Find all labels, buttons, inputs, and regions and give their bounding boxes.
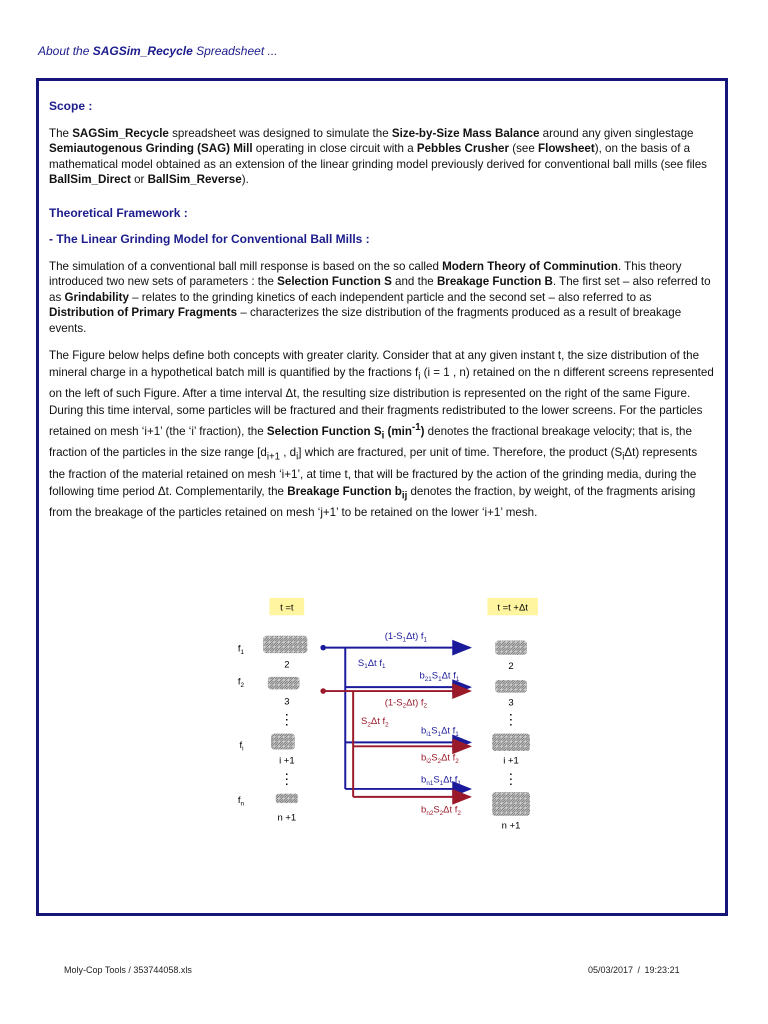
scope-heading: Scope :: [49, 99, 93, 113]
dots-right-1: ⋮: [503, 712, 519, 729]
label-b21: $b_{21}S_1\Delta t$ $f_1$: [419, 670, 460, 683]
fraction-label-n: $f_n$: [237, 795, 245, 808]
dots-left-1: ⋮: [279, 712, 294, 729]
mesh-right-n: n +1: [501, 820, 521, 832]
mesh-right-2: 3: [508, 697, 514, 709]
mesh-right-i: i +1: [503, 755, 519, 767]
rock-right-i: [492, 734, 530, 751]
footer-filename: Moly-Cop Tools / 353744058.xls: [64, 965, 192, 975]
rock-right-n: [492, 792, 530, 816]
page-title: About the SAGSim_Recycle Spreadsheet ...: [38, 44, 278, 58]
dots-left-2: ⋮: [279, 771, 294, 788]
comminution-paragraph: The simulation of a conventional ball mill response is based on the so called Modern Theory of Comminution. This theory introduced two new sets of parameters : the Selection Function S and the Breakage Function B. The first set – also referred to as Grindability – relates to the grinding kinetics of each independent particle and the second set – also referred to as Distribution of Primary Fragments – characterizes the size distribution of the fragments produced as a result of breakage events.: [49, 259, 711, 335]
mesh-left-1: 2: [284, 659, 290, 671]
document-body: [49, 99, 714, 532]
rock-left-2: [268, 677, 300, 690]
label-f1-unbroken: $(1-S_1\Delta t)$ $f_1$: [384, 630, 428, 644]
label-bn2: $b_{n2}S_2\Delta t$ $f_2$: [421, 804, 461, 817]
rock-left-i: [271, 734, 295, 750]
dots-right-2: ⋮: [503, 771, 519, 788]
label-bn1: $b_{n1}S_1\Delta t$ $f_1$: [421, 774, 461, 787]
mesh-right-1: 2: [508, 660, 514, 672]
rock-left-n: [276, 794, 298, 803]
label-s1-broken: $S_1\Delta t$ $f_1$: [357, 657, 386, 671]
fraction-label-i: $f_i$: [239, 739, 244, 753]
scope-paragraph: The SAGSim_Recycle spreadsheet was designed to simulate the Size-by-Size Mass Balance around any given singlestage Semiautogenous Grinding (SAG) Mill operating in close circuit with a Pebbles Crusher (see Flowsheet), on the basis of a mathematical model obtained as an extension of the linear grinding model previously derived for conventional ball mills (see files BallSim_Direct or BallSim_Reverse).: [49, 126, 707, 186]
label-bi2: $b_{i2}S_2\Delta t$ $f_2$: [421, 752, 459, 765]
fraction-label-2: $f_2$: [237, 676, 245, 690]
rock-right-1: [495, 641, 527, 655]
time-start-label: t =t: [280, 602, 294, 614]
rock-left-1: [263, 636, 307, 653]
label-bi1: $b_{i1}S_1\Delta t$ $f_1$: [421, 725, 459, 739]
mesh-left-n: n +1: [277, 812, 297, 824]
framework-heading: Theoretical Framework :: [49, 205, 188, 220]
mesh-left-i: i +1: [279, 755, 295, 767]
footer-timestamp: 05/03/2017 / 19:23:21: [588, 965, 680, 975]
rock-right-2: [495, 680, 527, 693]
linear-model-heading: - The Linear Grinding Model for Conventional Ball Mills :: [49, 232, 370, 246]
mesh-left-2: 3: [284, 696, 290, 708]
figure-paragraph: The Figure below helps define both concepts with greater clarity. Consider that at any given instant t, the size distribution of the mineral charge in a hypothetical batch mill is quantified by the fractions $f_i$ (i = 1 , n) retained on the n different screens represented on the left of such Figure. After a time interval Δt, the resulting size distribution is represented on the right of the same Figure. During this time interval, some particles will be fractured and their fragments redistributed to the lower screens. For the particles retained on mesh ‘i+1’ (the ‘i’ fraction), the Selection Function $S_i$ $(\min^{-1})$ denotes the fractional breakage velocity; that is, the fraction of the particles in the size range [$d_{i+1}$ , $d_i$] which are fractured, per unit of time. Therefore, the product $(S_i\Delta t)$ represents the fraction of the material retained on mesh ‘i+1’, at time t, that will be fractured by the action of the grinding media, during the following time period Δt. Complementarily, the Breakage Function $b_{ij}$ denotes the fraction, by weight, of the fragments arising from the breakage of the particles retained on mesh ‘j+1’ to be retained on the lower ‘i+1’ mesh.: [49, 349, 714, 520]
label-f2-unbroken: $(1-S_2\Delta t)$ $f_2$: [384, 697, 428, 710]
fraction-label-1: $f_1$: [237, 643, 245, 656]
time-end-label: t =t +Δt: [497, 602, 528, 614]
grinding-diagram: [170, 590, 710, 890]
label-s2-broken: $S_2\Delta t$ $f_2$: [361, 716, 389, 729]
